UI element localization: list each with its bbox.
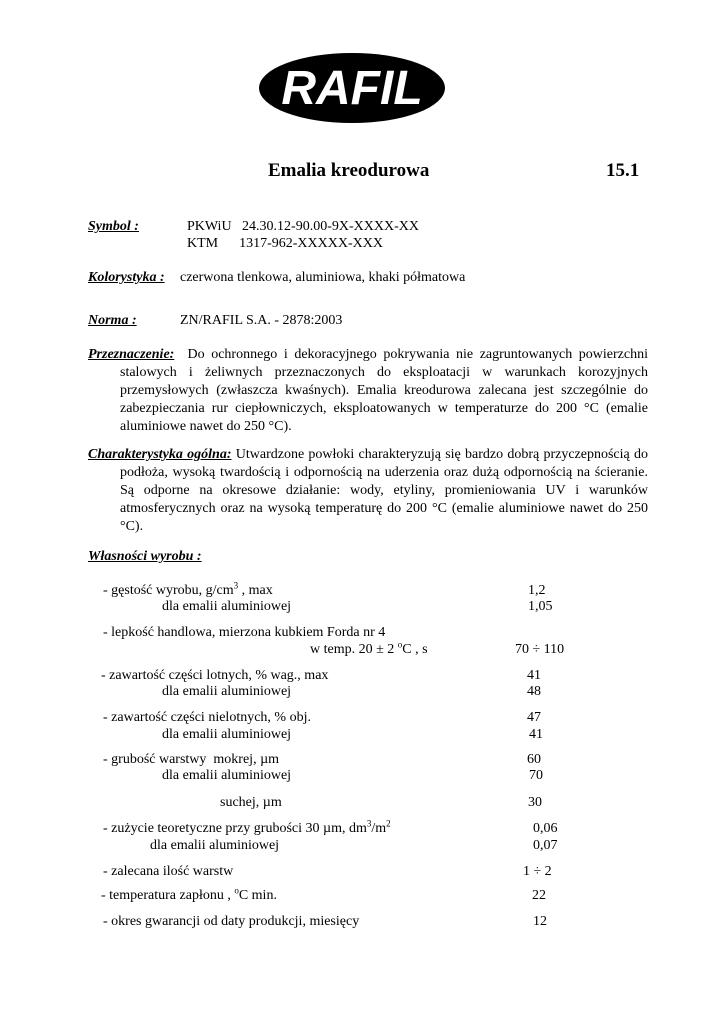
document-number: 15.1 — [606, 160, 640, 181]
purpose-paragraph — [88, 346, 648, 436]
symbol-ktm: KTM 1317-962-XXXXX-XXX — [187, 236, 383, 251]
general-paragraph — [88, 446, 648, 536]
density-label: - gęstość wyrobu, $g/cm^3$ , max — [103, 580, 273, 598]
wet-thickness-alu-value: 70 — [529, 768, 543, 783]
colors-label: Kolorystyka : — [88, 270, 165, 285]
nonvolatile-alu-value: 41 — [529, 727, 543, 742]
general-label: Charakterystyka ogólna: — [88, 447, 232, 462]
density-alu-label: dla emalii aluminiowej — [162, 599, 292, 614]
norm-value: ZN/RAFIL S.A. - 2878:2003 — [180, 313, 343, 328]
viscosity-value: 70 ÷ 110 — [515, 642, 565, 657]
symbol-label: Symbol : — [88, 219, 139, 234]
colors-value: czerwona tlenkowa, aluminiowa, khaki półmatowa — [180, 270, 466, 285]
coats-value: 1 ÷ 2 — [523, 864, 552, 879]
density-alu-value: 1,05 — [528, 599, 553, 614]
rafil-logo — [257, 52, 447, 124]
flash-point-value: 22 — [532, 888, 546, 903]
dry-thickness-label: suchej, µm — [220, 795, 282, 810]
wet-thickness-alu-label: dla emalii aluminiowej — [162, 768, 292, 783]
consumption-alu-label: dla emalii aluminiowej — [150, 838, 280, 853]
page-title: Emalia kreodurowa — [268, 160, 430, 181]
norm-label: Norma : — [88, 313, 137, 328]
wet-thickness-label: - grubość warstwy mokrej, µm — [103, 752, 280, 767]
wet-thickness-value: 60 — [527, 752, 541, 767]
viscosity-label: - lepkość handlowa, mierzona kubkiem Forda nr 4 — [103, 625, 386, 640]
flash-point-label: - temperatura zapłonu , $^o$C min. — [101, 885, 277, 903]
coats-label: - zalecana ilość warstw — [103, 864, 234, 879]
warranty-label: - okres gwarancji od daty produkcji, miesięcy — [103, 914, 360, 929]
volatile-label: - zawartość części lotnych, % wag., max — [101, 668, 329, 683]
properties-label: Własności wyrobu : — [88, 549, 202, 564]
dry-thickness-value: 30 — [528, 795, 542, 810]
symbol-pkwiu: PKWiU 24.30.12-90.00-9X-XXXX-XX — [187, 219, 419, 234]
volatile-alu-value: 48 — [527, 684, 541, 699]
density-value: 1,2 — [528, 583, 546, 598]
purpose-text: Do ochronnego i dekoracyjnego pokrywania nie zagruntowanych powierzchni stalowych i żeliwnych przeznaczonych do eksploatacji w warunkach korozyjnych przemysłowych (zwłaszcza kwaśnych). Emalia kreodurowa zalecana jest szczególnie do zabezpieczania rur ciepłowniczych, eksploatowanych w temperaturze do 200 °C (emalie aluminiowe nawet do 250 °C). — [120, 347, 648, 434]
consumption-alu-value: 0,07 — [533, 838, 558, 853]
logo-text: RAFIL — [281, 62, 423, 115]
consumption-value: 0,06 — [533, 821, 558, 836]
nonvolatile-value: 47 — [527, 710, 541, 725]
volatile-value: 41 — [527, 668, 541, 683]
nonvolatile-label: - zawartość części nielotnych, % obj. — [103, 710, 311, 725]
warranty-value: 12 — [533, 914, 547, 929]
general-text: Utwardzone powłoki charakteryzują się bardzo dobrą przyczepnością do podłoża, wysoką twardością i odpornością na uderzenia oraz dużą odpornością na ścieranie. Są odporne na okresowe działanie: wody, etyliny, promieniowania UV i warunków atmosferycznych oraz na wysoką temperaturę do 200 °C (emalie aluminiowe nawet do 250 °C). — [120, 447, 649, 534]
nonvolatile-alu-label: dla emalii aluminiowej — [162, 727, 292, 742]
purpose-label: Przeznaczenie: — [88, 347, 175, 362]
viscosity-condition: w temp. 20 ± 2 $^o$C , s — [310, 639, 428, 657]
consumption-label: - zużycie teoretyczne przy grubości 30 µm, $dm^3/m^2$ — [103, 818, 391, 836]
volatile-alu-label: dla emalii aluminiowej — [162, 684, 292, 699]
